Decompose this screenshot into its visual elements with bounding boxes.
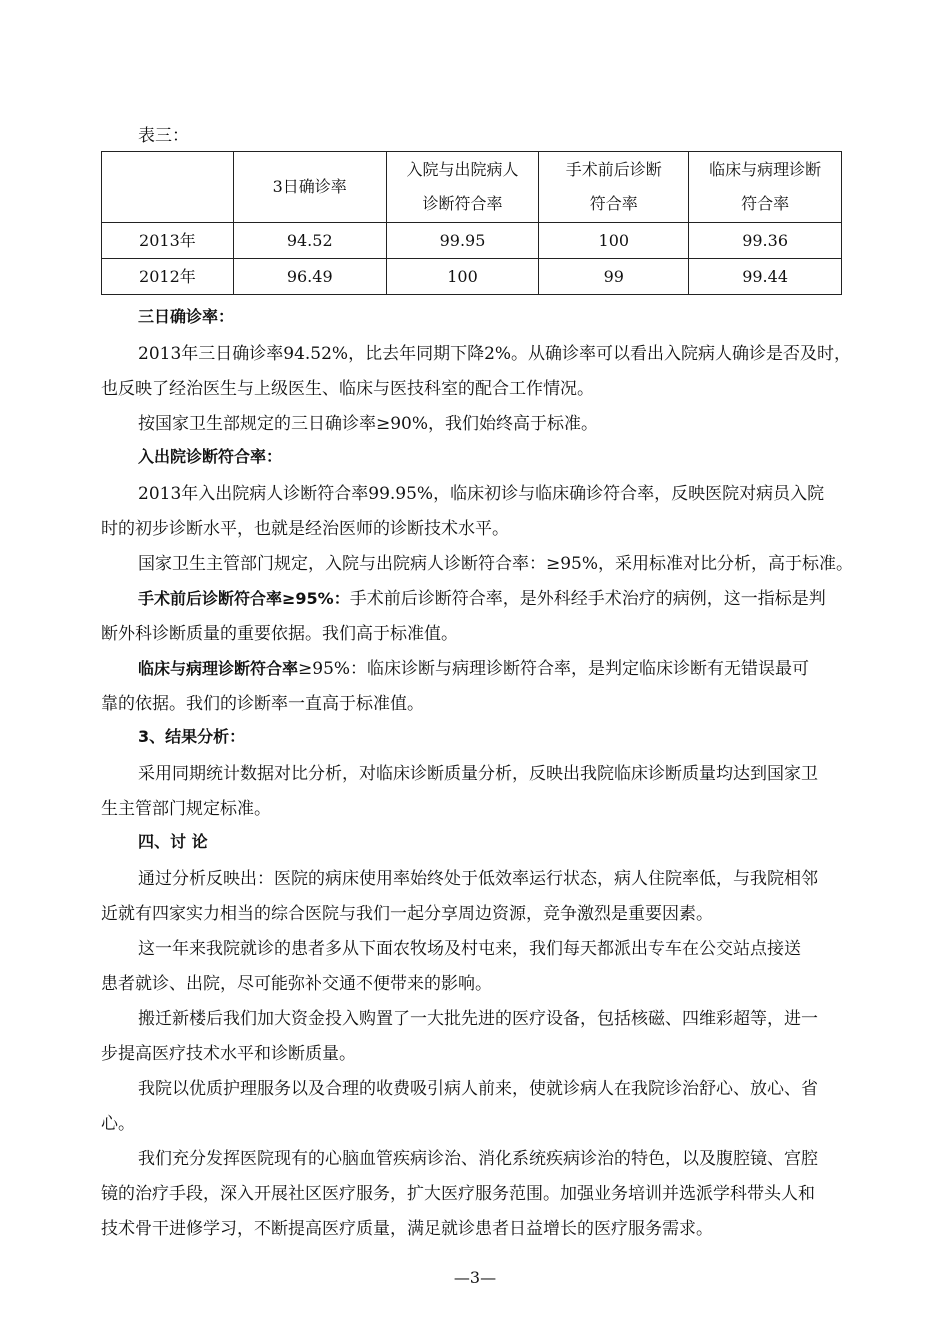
paragraph-line: 也反映了经治医生与上级医生、临床与医技科室的配合工作情况。 xyxy=(101,379,594,399)
table-cell: 96.49 xyxy=(233,259,386,295)
paragraph-line: 2013年三日确诊率94.52%，比去年同期下降2%。从确诊率可以看出入院病人确诊是否及时， xyxy=(138,344,852,364)
section-heading-results: 3、结果分析： xyxy=(138,727,246,746)
paragraph-line: 搬迁新楼后我们加大资金投入购置了一大批先进的医疗设备，包括核磁、四维彩超等，进一 xyxy=(138,1009,818,1029)
header-cell-blank xyxy=(102,152,234,223)
header-cell-admission-discharge: 入院与出院病人 诊断符合率 xyxy=(386,152,539,223)
paragraph-line: 靠的依据。我们的诊断率一直高于标准值。 xyxy=(101,694,424,714)
header-cell-3day-rate: 3日确诊率 xyxy=(233,152,386,223)
paragraph-line: 患者就诊、出院，尽可能弥补交通不便带来的影响。 xyxy=(101,974,492,994)
paragraph-line: 这一年来我院就诊的患者多从下面农牧场及村屯来，我们每天都派出专车在公交站点接送 xyxy=(138,939,801,959)
section-heading-discussion: 四、讨 论 xyxy=(138,832,208,851)
table-cell: 94.52 xyxy=(233,223,386,259)
table-cell: 99 xyxy=(539,259,689,295)
paragraph-line: 生主管部门规定标准。 xyxy=(101,799,271,819)
paragraph-line: 步提高医疗技术水平和诊断质量。 xyxy=(101,1044,356,1064)
paragraph-line: 我院以优质护理服务以及合理的收费吸引病人前来，使就诊病人在我院诊治舒心、放心、省 xyxy=(138,1079,818,1099)
paragraph-line: 采用同期统计数据对比分析，对临床诊断质量分析，反映出我院临床诊断质量均达到国家卫 xyxy=(138,764,818,784)
paragraph-line: 国家卫生主管部门规定，入院与出院病人诊断符合率：≥95%，采用标准对比分析，高于标准。 xyxy=(138,554,854,574)
paragraph-line: 镜的治疗手段，深入开展社区医疗服务，扩大医疗服务范围。加强业务培训并选派学科带头人和 xyxy=(101,1184,815,1204)
table-cell: 2013年 xyxy=(102,223,234,259)
section-heading-3day: 三日确诊率： xyxy=(138,307,235,326)
paragraph-line: 断外科诊断质量的重要依据。我们高于标准值。 xyxy=(101,624,458,644)
paragraph-surgery: 手术前后诊断符合率≥95%：手术前后诊断符合率，是外科经手术治疗的病例，这一指标是判 xyxy=(138,589,826,609)
paragraph-line: 心。 xyxy=(101,1114,135,1134)
paragraph-line: 时的初步诊断水平，也就是经治医师的诊断技术水平。 xyxy=(101,519,509,539)
section-heading-admission: 入出院诊断符合率： xyxy=(138,447,283,466)
surgery-lead: 手术前后诊断符合率≥95%： xyxy=(138,589,350,608)
header-cell-clinical-pathology: 临床与病理诊断 符合率 xyxy=(689,152,842,223)
paragraph-line: 通过分析反映出：医院的病床使用率始终处于低效率运行状态，病人住院率低，与我院相邻 xyxy=(138,869,818,889)
paragraph-line: 按国家卫生部规定的三日确诊率≥90%，我们始终高于标准。 xyxy=(138,414,599,434)
pathology-lead: 临床与病理诊断符合率 xyxy=(138,659,299,678)
table-row xyxy=(102,223,842,259)
paragraph-pathology: 临床与病理诊断符合率≥95%：临床诊断与病理诊断符合率，是判定临床诊断有无错误最可 xyxy=(138,659,810,679)
header-cell-pre-post-surgery: 手术前后诊断 符合率 xyxy=(539,152,689,223)
page-number: —3— xyxy=(453,1268,497,1287)
table-cell: 100 xyxy=(539,223,689,259)
statistics-table xyxy=(101,151,842,295)
table-cell: 99.95 xyxy=(386,223,539,259)
paragraph-line: 技术骨干进修学习，不断提高医疗质量，满足就诊患者日益增长的医疗服务需求。 xyxy=(101,1219,713,1239)
table-cell: 100 xyxy=(386,259,539,295)
paragraph-line: 近就有四家实力相当的综合医院与我们一起分享周边资源，竞争激烈是重要因素。 xyxy=(101,904,713,924)
paragraph-line: 我们充分发挥医院现有的心脑血管疾病诊治、消化系统疾病诊治的特色，以及腹腔镜、宫腔 xyxy=(138,1149,818,1169)
table-cell: 99.36 xyxy=(689,223,842,259)
table-cell: 99.44 xyxy=(689,259,842,295)
paragraph-line: 2013年入出院病人诊断符合率99.95%，临床初诊与临床确诊符合率，反映医院对病员入院 xyxy=(138,484,825,504)
table-cell: 2012年 xyxy=(102,259,234,295)
table-row xyxy=(102,259,842,295)
table-header-row xyxy=(102,152,842,223)
table-caption: 表三： xyxy=(138,126,189,146)
